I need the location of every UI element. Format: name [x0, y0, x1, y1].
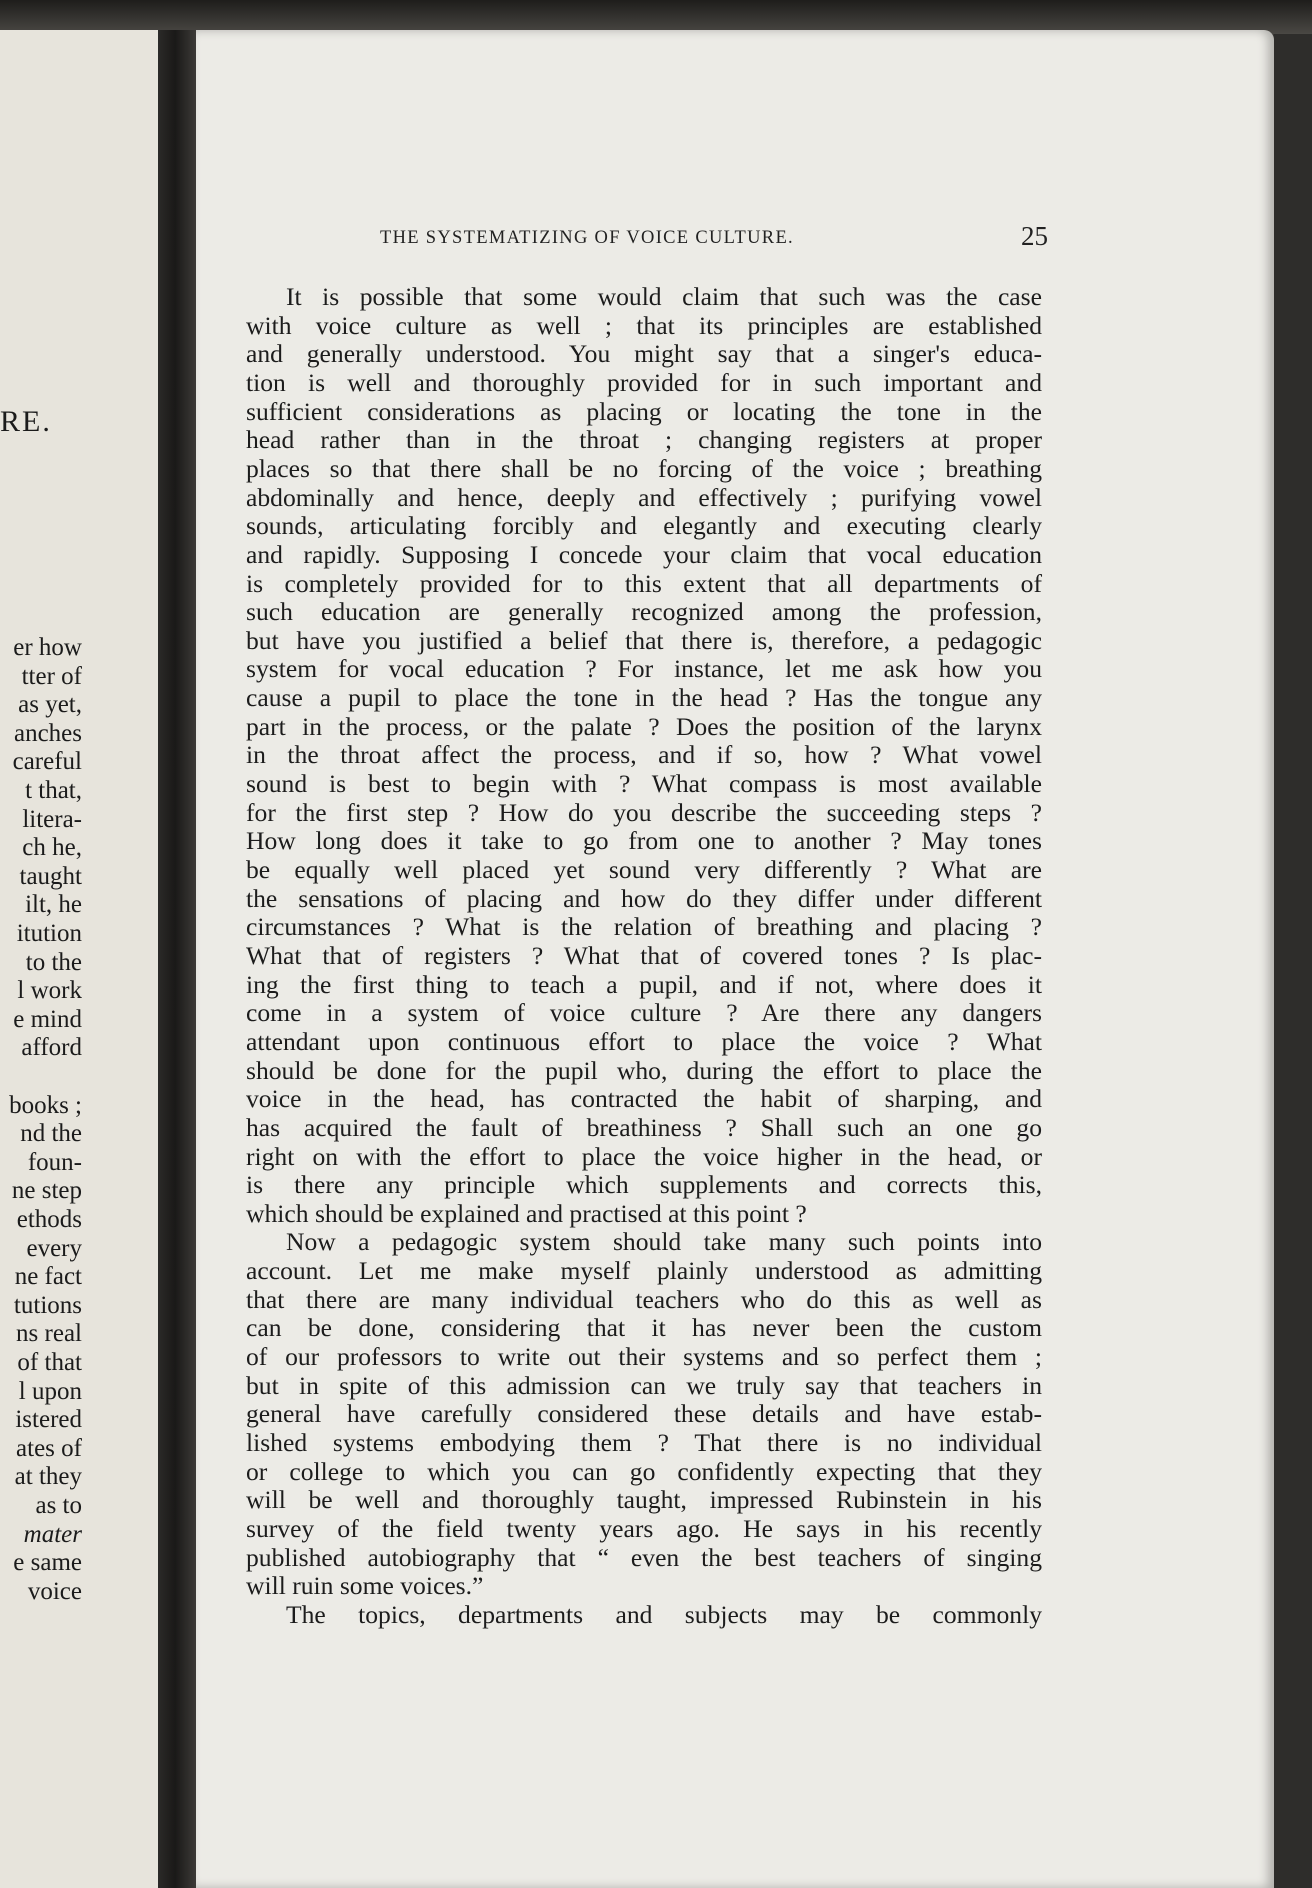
text-line: but in spite of this admission can we truly say that teachers in — [246, 1370, 1042, 1400]
left-page-fragment: ne fact — [14, 1263, 82, 1291]
text-line: sufficient considerations as placing or locating the tone in the — [246, 396, 1042, 426]
text-line: in the throat affect the process, and if so, how ? What vowel — [246, 740, 1042, 770]
left-page-fragment: ns real — [16, 1320, 82, 1348]
text-line: or college to which you can go confidently expecting that they — [246, 1456, 1042, 1486]
text-line: cause a pupil to place the tone in the head ? Has the tongue any — [246, 683, 1042, 713]
text-line: but have you justified a belief that there is, therefore, a pedagogic — [246, 625, 1042, 655]
left-page-fragment: of that — [17, 1349, 82, 1376]
text-line: How long does it take to go from one to another ? May tones — [246, 826, 1042, 856]
text-line: head rather than in the throat ; changing registers at proper — [246, 425, 1042, 455]
left-page-fragment: ethods — [16, 1206, 82, 1233]
left-page-fragment: ilt, he — [25, 891, 82, 919]
text-line: voice in the head, has contracted the habit of sharping, and — [246, 1084, 1042, 1114]
left-page-fragment: l work — [17, 977, 82, 1005]
text-line: What that of registers ? What that of covered tones ? Is plac- — [246, 940, 1042, 970]
text-line: will be well and thoroughly taught, impressed Rubinstein in his — [246, 1485, 1042, 1515]
left-page-fragment: to the — [25, 948, 82, 976]
left-page-fragment: er how — [13, 634, 82, 661]
text-line: It is possible that some would claim that such was the case — [286, 282, 1042, 311]
text-line: system for vocal education ? For instance, let me ask how you — [246, 654, 1042, 684]
scan-right-edge — [1274, 34, 1312, 1888]
left-page-fragment: t that, — [25, 777, 82, 804]
left-page-title-fragment: RE. — [0, 405, 52, 438]
left-page-fragment: voice — [27, 1577, 82, 1605]
left-page-fragment: books ; — [9, 1091, 82, 1119]
text-line: abdominally and hence, deeply and effectively ; purifying vowel — [246, 482, 1042, 512]
text-line: is completely provided for to this extent that all departments of — [246, 568, 1042, 598]
left-page-fragment: careful — [12, 748, 82, 776]
text-line: and rapidly. Supposing I concede your claim that vocal education — [246, 539, 1042, 569]
left-page-fragment: at they — [14, 1463, 82, 1491]
text-line: of our professors to write out their systems and so perfect them ; — [246, 1342, 1042, 1372]
text-line: Now a pedagogic system should take many such points into — [286, 1227, 1042, 1257]
left-page-fragment: itution — [16, 920, 82, 947]
text-line: the sensations of placing and how do they differ under different — [246, 883, 1042, 913]
text-line: that there are many individual teachers who do this as well as — [246, 1284, 1042, 1314]
text-line: general have carefully considered these details and have estab- — [246, 1399, 1042, 1429]
text-line: come in a system of voice culture ? Are there any dangers — [246, 998, 1042, 1028]
text-line: attendant upon continuous effort to place the voice ? What — [246, 1026, 1042, 1056]
left-page-fragment: taught — [19, 862, 82, 890]
running-head: THE SYSTEMATIZING OF VOICE CULTURE. — [380, 228, 794, 248]
text-line: such education are generally recognized among the profession, — [246, 597, 1042, 627]
text-line: circumstances ? What is the relation of breathing and placing ? — [246, 912, 1042, 942]
left-page-fragment: ch he, — [22, 834, 82, 862]
text-line: sound is best to begin with ? What compass is most available — [246, 769, 1042, 799]
left-page-fragment: e same — [13, 1549, 82, 1577]
text-line: should be done for the pupil who, during the effort to place the — [246, 1055, 1042, 1085]
text-line: be equally well placed yet sound very differently ? What are — [246, 855, 1042, 884]
book-spine — [158, 30, 196, 1888]
left-page-fragment: tutions — [13, 1291, 82, 1319]
text-line: lished systems embodying them ? That there is no individual — [246, 1428, 1042, 1457]
text-line: ing the first thing to teach a pupil, and if not, where does it — [246, 969, 1042, 999]
text-line: is there any principle which supplements and corrects this, — [246, 1170, 1042, 1200]
text-line: places so that there shall be no forcing of the voice ; breathing — [246, 453, 1042, 483]
left-page-fragment: as to — [35, 1492, 82, 1519]
left-page-fragment: ates of — [16, 1434, 82, 1462]
left-page-fragment: as yet, — [18, 691, 82, 719]
text-line: right on with the effort to place the voice higher in the head, or — [246, 1141, 1042, 1171]
text-line: tion is well and thoroughly provided for in such important and — [246, 367, 1042, 397]
left-page-fragment: ne step — [11, 1177, 82, 1205]
left-page-fragment: mater — [23, 1520, 82, 1548]
text-line: part in the process, or the palate ? Does the position of the larynx — [246, 711, 1042, 741]
text-line: which should be explained and practised at this point ? — [246, 1198, 807, 1228]
text-line: has acquired the fault of breathiness ? Shall such an one go — [246, 1112, 1042, 1142]
text-line: will ruin some voices.” — [246, 1571, 484, 1601]
left-page-fragment: e mind — [13, 1005, 82, 1033]
left-page-fragment: anches — [13, 719, 82, 747]
text-line: with voice culture as well ; that its principles are established — [246, 310, 1042, 340]
left-page-fragment: every — [26, 1234, 82, 1262]
text-line: published autobiography that “ even the best teachers of singing — [246, 1542, 1042, 1572]
left-page-fragment: foun- — [27, 1148, 82, 1176]
left-page-fragment: litera- — [22, 805, 82, 833]
text-line: can be done, considering that it has never been the custom — [246, 1313, 1042, 1343]
text-line: and generally understood. You might say that a singer's educa- — [246, 339, 1042, 369]
left-page-fragment: istered — [15, 1406, 82, 1434]
text-line: survey of the field twenty years ago. He says in his recently — [246, 1513, 1042, 1543]
text-line: sounds, articulating forcibly and elegantly and executing clearly — [246, 511, 1042, 541]
text-line: for the first step ? How do you describe the succeeding steps ? — [246, 797, 1042, 827]
text-line: The topics, departments and subjects may be commonly — [286, 1599, 1042, 1629]
left-page-fragment: nd the — [20, 1120, 82, 1148]
left-page-fragment: afford — [21, 1034, 82, 1062]
left-page-fragment: l upon — [18, 1377, 82, 1405]
left-page — [0, 30, 158, 1888]
scan-top-edge — [0, 0, 1312, 34]
left-page-fragment: tter of — [21, 662, 82, 690]
page-number: 25 — [1021, 221, 1048, 251]
text-line: account. Let me make myself plainly understood as admitting — [246, 1256, 1042, 1286]
